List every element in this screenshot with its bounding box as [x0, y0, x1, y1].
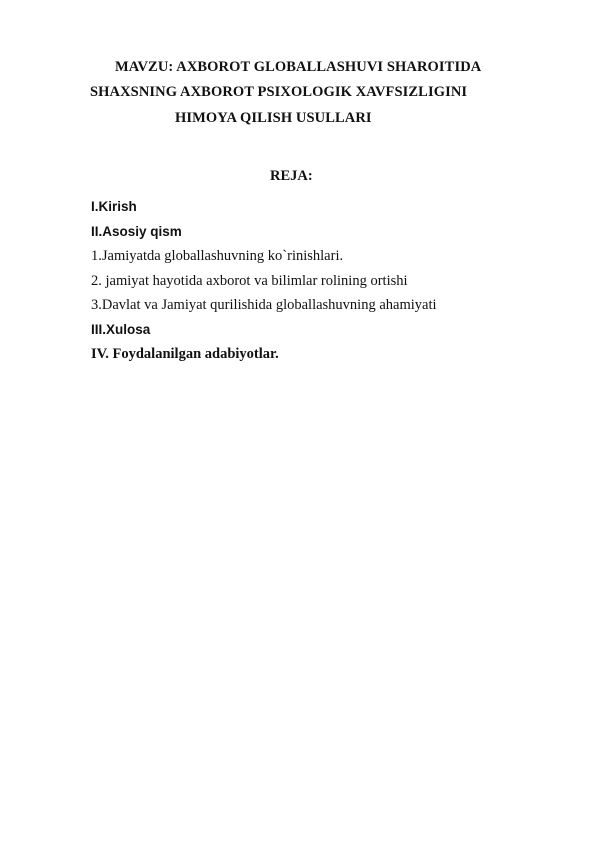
- plan-item-main-part: II.Asosiy qism: [91, 223, 182, 239]
- plan-item-conclusion: III.Xulosa: [91, 321, 151, 337]
- plan-item-subsection-1: 1.Jamiyatda globallashuvning ko`rinishlari.: [91, 248, 344, 264]
- plan-item-subsection-2: 2. jamiyat hayotida axborot va bilimlar rolining ortishi: [91, 272, 408, 289]
- plan-item-introduction: I.Kirish: [91, 199, 137, 214]
- title-line-1: MAVZU: AXBOROT GLOBALLASHUVI SHAROITIDA: [115, 59, 482, 75]
- plan-heading: REJA:: [270, 168, 313, 184]
- plan-item-subsection-3: 3.Davlat va Jamiyat qurilishida globallashuvning ahamiyati: [91, 297, 437, 313]
- title-line-2: SHAXSNING AXBOROT PSIXOLOGIK XAVFSIZLIGINI: [90, 84, 468, 100]
- plan-list: [91, 195, 437, 367]
- title-line-3: HIMOYA QILISH USULLARI: [175, 110, 372, 126]
- plan-item-references: IV. Foydalanilgan adabiyotlar.: [91, 346, 279, 362]
